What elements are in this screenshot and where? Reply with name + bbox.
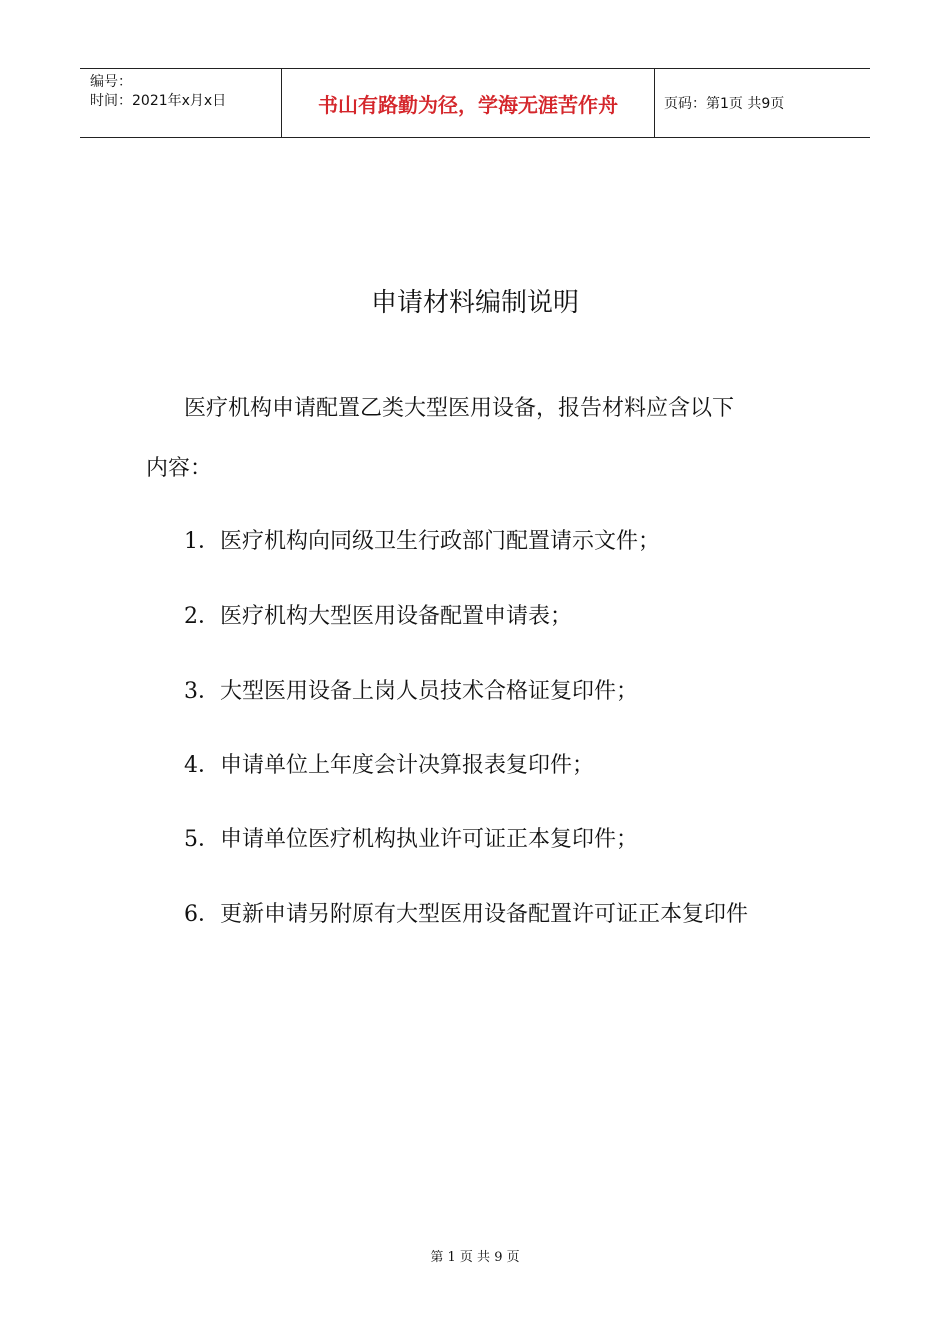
page-footer: 第 1 页 共 9 页	[430, 1250, 520, 1265]
header-motto: 书山有路勤为径，学海无涯苦作舟	[318, 92, 618, 117]
number-label: 编号：	[90, 74, 132, 90]
list-item: 1．医疗机构向同级卫生行政部门配置请示文件；	[184, 529, 660, 554]
header-meta	[90, 73, 226, 111]
list-item: 5．申请单位医疗机构执业许可证正本复印件；	[184, 827, 638, 852]
header-page-label: 页码：第1页 共9页	[664, 96, 785, 112]
document-title: 申请材料编制说明	[370, 288, 579, 318]
list-item: 6．更新申请另附原有大型医用设备配置许可证正本复印件	[184, 902, 748, 927]
document-header	[80, 68, 870, 138]
intro-line: 医疗机构申请配置乙类大型医用设备，报告材料应含以下	[184, 396, 735, 421]
list-item: 4．申请单位上年度会计决算报表复印件；	[184, 753, 594, 778]
time-label: 时间：2021年x月x日	[90, 93, 227, 109]
header-divider	[654, 69, 655, 137]
list-item: 2．医疗机构大型医用设备配置申请表；	[184, 604, 572, 629]
intro-line: 内容：	[146, 456, 213, 481]
list-item: 3．大型医用设备上岗人员技术合格证复印件；	[184, 679, 638, 704]
